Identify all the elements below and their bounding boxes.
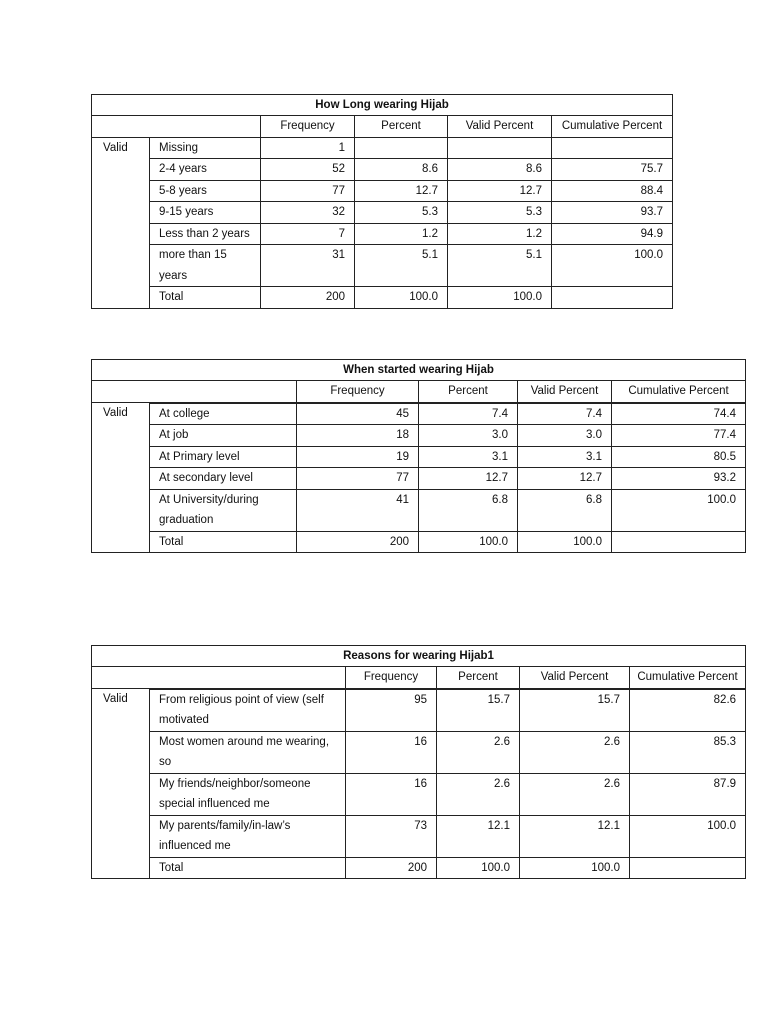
table-row	[92, 159, 673, 181]
percent-cell: 6.8	[419, 489, 518, 531]
valid-percent-cell: 2.6	[520, 773, 630, 815]
header-frequency: Frequency	[297, 381, 419, 403]
valid-percent-cell: 3.0	[518, 425, 612, 447]
valid-percent-cell	[448, 137, 552, 159]
row-label: At job	[150, 425, 297, 447]
table-row	[92, 815, 746, 857]
valid-percent-cell: 1.2	[448, 223, 552, 245]
cumulative-percent-cell: 94.9	[552, 223, 673, 245]
valid-percent-cell: 7.4	[518, 403, 612, 425]
header-blank-cell	[92, 116, 261, 138]
percent-cell: 100.0	[355, 287, 448, 309]
valid-percent-cell: 2.6	[520, 731, 630, 773]
frequency-cell: 77	[261, 180, 355, 202]
percent-cell: 7.4	[419, 403, 518, 425]
cumulative-percent-cell: 100.0	[612, 489, 746, 531]
frequency-cell: 95	[346, 689, 437, 731]
frequency-cell: 200	[297, 531, 419, 553]
valid-percent-cell: 5.3	[448, 202, 552, 224]
valid-percent-cell: 15.7	[520, 689, 630, 731]
header-blank-cell	[92, 667, 346, 689]
reasons-for-wearing-hijab-table	[91, 645, 746, 879]
header-frequency: Frequency	[261, 116, 355, 138]
valid-row-header: Valid	[92, 402, 150, 553]
header-valid-percent: Valid Percent	[520, 667, 630, 689]
table-row	[92, 245, 673, 287]
frequency-cell: 1	[261, 137, 355, 159]
row-label: At secondary level	[150, 468, 297, 490]
valid-percent-cell: 3.1	[518, 446, 612, 468]
table-row	[92, 137, 673, 159]
frequency-cell: 200	[261, 287, 355, 309]
table-row	[92, 489, 746, 531]
frequency-cell: 52	[261, 159, 355, 181]
frequency-cell: 41	[297, 489, 419, 531]
row-label: At college	[150, 403, 297, 425]
header-percent: Percent	[437, 667, 520, 689]
percent-cell: 100.0	[419, 531, 518, 553]
valid-percent-cell: 6.8	[518, 489, 612, 531]
row-label: From religious point of view (self motivated	[150, 689, 346, 731]
row-label: Most women around me wearing, so	[150, 731, 346, 773]
row-label: At Primary level	[150, 446, 297, 468]
header-cumulative-percent: Cumulative Percent	[630, 667, 746, 689]
table-row	[92, 773, 746, 815]
when-started-wearing-hijab-table	[91, 359, 746, 553]
frequency-cell: 7	[261, 223, 355, 245]
row-label: At University/during graduation	[150, 489, 297, 531]
frequency-cell: 77	[297, 468, 419, 490]
percent-cell: 15.7	[437, 689, 520, 731]
table-row	[92, 468, 746, 490]
valid-row-header: Valid	[92, 688, 150, 879]
row-label: My friends/neighbor/someone special influenced me	[150, 773, 346, 815]
percent-cell: 12.7	[419, 468, 518, 490]
table-row	[92, 202, 673, 224]
cumulative-percent-cell: 82.6	[630, 689, 746, 731]
row-label: Total	[150, 857, 346, 879]
table-row-total	[92, 857, 746, 879]
frequency-cell: 16	[346, 731, 437, 773]
percent-cell	[355, 137, 448, 159]
percent-cell: 100.0	[437, 857, 520, 879]
percent-cell: 8.6	[355, 159, 448, 181]
cumulative-percent-cell	[630, 857, 746, 879]
row-label: Total	[150, 287, 261, 309]
cumulative-percent-cell: 85.3	[630, 731, 746, 773]
table-row	[92, 403, 746, 425]
cumulative-percent-cell: 80.5	[612, 446, 746, 468]
frequency-cell: 200	[346, 857, 437, 879]
table-title-row	[92, 646, 746, 667]
percent-cell: 2.6	[437, 731, 520, 773]
frequency-cell: 31	[261, 245, 355, 287]
valid-row-header: Valid	[92, 137, 150, 308]
valid-percent-cell: 5.1	[448, 245, 552, 287]
row-label: Total	[150, 531, 297, 553]
valid-percent-cell: 100.0	[518, 531, 612, 553]
percent-cell: 2.6	[437, 773, 520, 815]
row-label: My parents/family/in-law’s influenced me	[150, 815, 346, 857]
valid-percent-cell: 100.0	[448, 287, 552, 309]
cumulative-percent-cell: 100.0	[552, 245, 673, 287]
table-row-total	[92, 287, 673, 309]
header-valid-percent: Valid Percent	[448, 116, 552, 138]
percent-cell: 12.1	[437, 815, 520, 857]
frequency-cell: 16	[346, 773, 437, 815]
row-label: more than 15 years	[150, 245, 261, 287]
table-row	[92, 689, 746, 731]
cumulative-percent-cell	[552, 287, 673, 309]
cumulative-percent-cell: 100.0	[630, 815, 746, 857]
table-row	[92, 731, 746, 773]
percent-cell: 3.1	[419, 446, 518, 468]
table-title-row	[92, 95, 673, 116]
header-frequency: Frequency	[346, 667, 437, 689]
cumulative-percent-cell: 93.7	[552, 202, 673, 224]
header-percent: Percent	[355, 116, 448, 138]
table-header-row	[92, 667, 746, 689]
header-cumulative-percent: Cumulative Percent	[612, 381, 746, 403]
cumulative-percent-cell	[612, 531, 746, 553]
valid-percent-cell: 100.0	[520, 857, 630, 879]
header-valid-percent: Valid Percent	[518, 381, 612, 403]
row-label: 5-8 years	[150, 180, 261, 202]
table-row-total	[92, 531, 746, 553]
header-percent: Percent	[419, 381, 518, 403]
frequency-cell: 73	[346, 815, 437, 857]
table-row	[92, 223, 673, 245]
row-label: 2-4 years	[150, 159, 261, 181]
cumulative-percent-cell: 77.4	[612, 425, 746, 447]
percent-cell: 1.2	[355, 223, 448, 245]
cumulative-percent-cell: 75.7	[552, 159, 673, 181]
cumulative-percent-cell	[552, 137, 673, 159]
table-title: Reasons for wearing Hijab1	[92, 646, 746, 667]
valid-percent-cell: 12.1	[520, 815, 630, 857]
table-row	[92, 425, 746, 447]
table-row	[92, 180, 673, 202]
row-label: Less than 2 years	[150, 223, 261, 245]
row-label: Missing	[150, 137, 261, 159]
cumulative-percent-cell: 74.4	[612, 403, 746, 425]
percent-cell: 3.0	[419, 425, 518, 447]
table-title-row	[92, 360, 746, 381]
header-blank-cell	[92, 381, 297, 403]
percent-cell: 5.1	[355, 245, 448, 287]
frequency-cell: 18	[297, 425, 419, 447]
table-header-row	[92, 116, 673, 138]
valid-percent-cell: 8.6	[448, 159, 552, 181]
frequency-cell: 19	[297, 446, 419, 468]
cumulative-percent-cell: 93.2	[612, 468, 746, 490]
header-cumulative-percent: Cumulative Percent	[552, 116, 673, 138]
frequency-cell: 32	[261, 202, 355, 224]
percent-cell: 5.3	[355, 202, 448, 224]
how-long-wearing-hijab-table	[91, 94, 673, 309]
percent-cell: 12.7	[355, 180, 448, 202]
frequency-cell: 45	[297, 403, 419, 425]
table-title: How Long wearing Hijab	[92, 95, 673, 116]
table-header-row	[92, 381, 746, 403]
cumulative-percent-cell: 87.9	[630, 773, 746, 815]
cumulative-percent-cell: 88.4	[552, 180, 673, 202]
row-label: 9-15 years	[150, 202, 261, 224]
table-title: When started wearing Hijab	[92, 360, 746, 381]
table-row	[92, 446, 746, 468]
valid-percent-cell: 12.7	[518, 468, 612, 490]
valid-percent-cell: 12.7	[448, 180, 552, 202]
